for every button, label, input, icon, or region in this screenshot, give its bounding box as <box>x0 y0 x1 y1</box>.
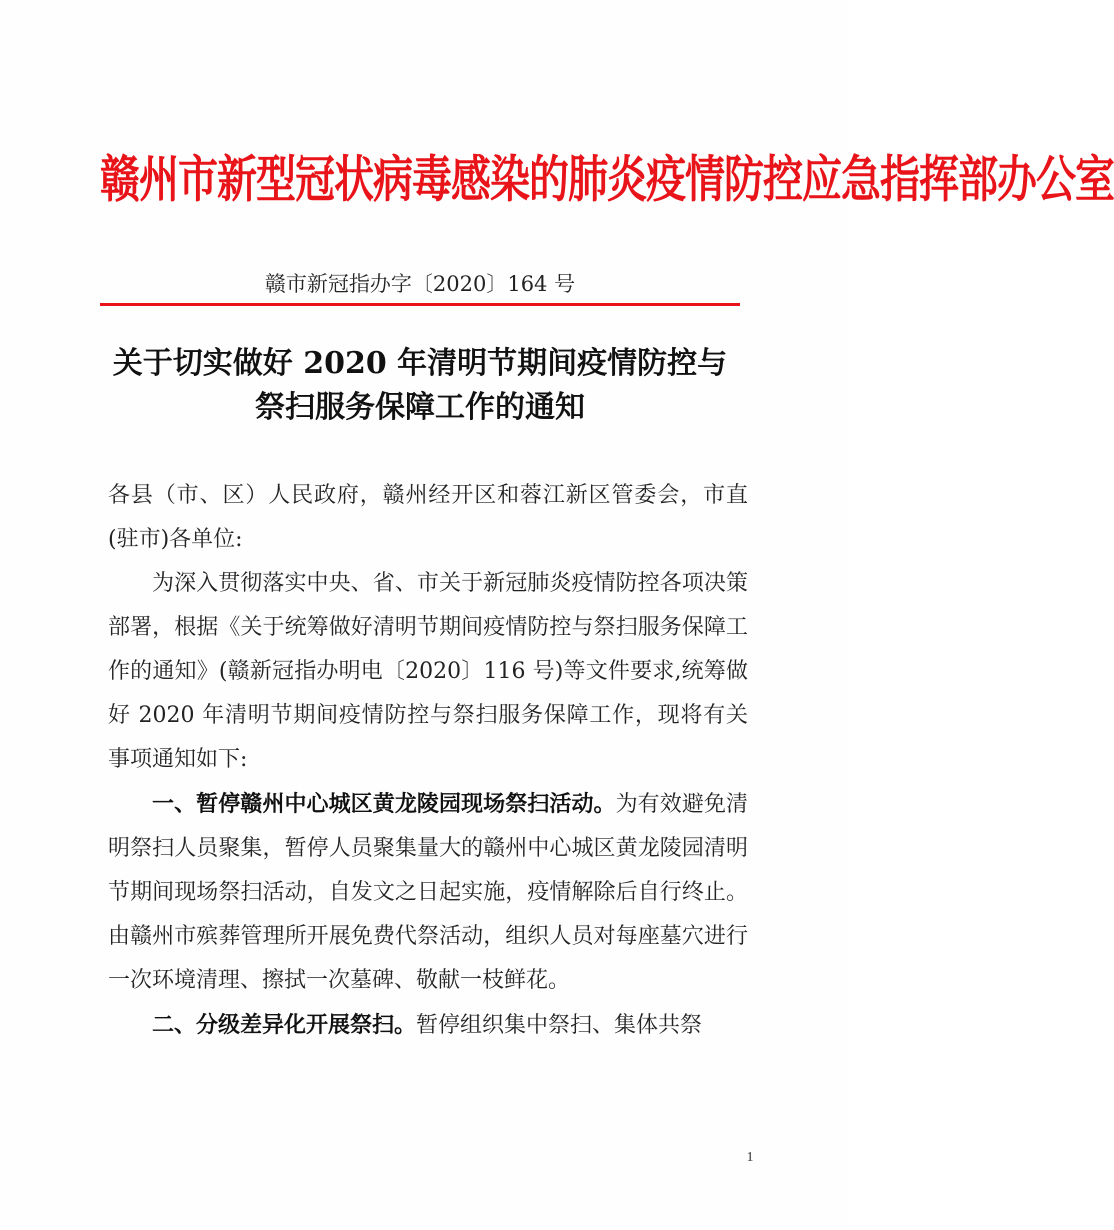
section-1-paragraph <box>108 782 748 1003</box>
document-body <box>108 474 748 1048</box>
salutation: 各县（市、区）人民政府，赣州经开区和蓉江新区管委会，市直(驻市)各单位: <box>108 483 748 552</box>
document-number: 赣市新冠指办字〔2020〕164 号 <box>264 272 576 296</box>
section-2-heading: 二、分级差异化开展祭扫。 <box>152 1012 417 1038</box>
title-line-2: 祭扫服务保障工作的通知 <box>255 390 585 425</box>
red-divider-line <box>100 303 740 306</box>
document-title <box>90 342 750 430</box>
section-2-text: 暂停组织集中祭扫、集体共祭 <box>416 1013 703 1038</box>
title-line-1: 关于切实做好 2020 年清明节期间疫情防控与 <box>112 346 728 381</box>
section-1-text: 为有效避免清明祭扫人员聚集，暂停人员聚集量大的赣州中心城区黄龙陵园清明节期间现场祭扫活动，自发文之日起实施，疫情解除后自行终止。由赣州市殡葬管理所开展免费代祭活动，组织人员对每座墓穴进行一次环境清理、擦拭一次墓碑、敬献一枝鲜花。 <box>108 792 748 993</box>
page-number: 1 <box>746 1150 754 1165</box>
issuer-header: 赣州市新型冠状病毒感染的肺炎疫情防控应急指挥部办公室 <box>100 150 1114 209</box>
intro-paragraph: 为深入贯彻落实中央、省、市关于新冠肺炎疫情防控各项决策部署，根据《关于统筹做好清明节期间疫情防控与祭扫服务保障工作的通知》(赣新冠指办明电〔2020〕116 号)等文件要求,统筹做好 2020 年清明节期间疫情防控与祭扫服务保障工作，现将有关事项通知如下: <box>108 571 748 772</box>
section-2-paragraph <box>108 1003 748 1048</box>
section-1-heading: 一、暂停赣州中心城区黄龙陵园现场祭扫活动。 <box>152 791 616 817</box>
